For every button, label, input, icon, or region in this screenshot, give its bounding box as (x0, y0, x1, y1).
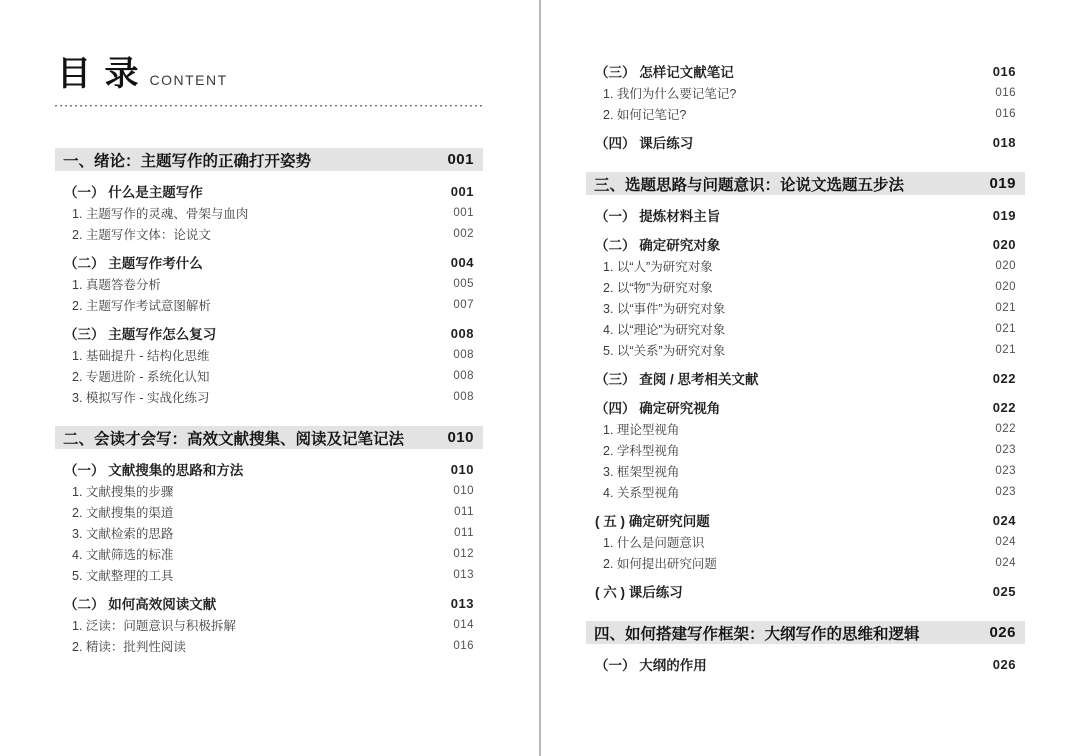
toc-entry-title: （四） 课后练习 (595, 136, 694, 151)
toc-section-row (55, 592, 483, 614)
toc-item-row (55, 294, 483, 315)
toc-entry-title: 三、选题思路与问题意识：论说文选题五步法 (594, 176, 905, 194)
toc-entry-title: （一） 什么是主题写作 (64, 185, 203, 200)
toc-entry-page-number: 010 (453, 484, 474, 497)
toc-entry-title: 2. 主题写作文体：论说文 (72, 227, 211, 242)
toc-entry-title: （三） 主题写作怎么复习 (64, 327, 217, 342)
page-title (55, 55, 483, 99)
toc-section-row (586, 131, 1025, 153)
toc-item-row (55, 522, 483, 543)
toc-entry-title: 2. 文献搜集的渠道 (72, 505, 174, 520)
toc-item-row (586, 339, 1025, 360)
toc-entry-page-number: 008 (450, 325, 474, 341)
toc-entry-title: （二） 确定研究对象 (595, 238, 721, 253)
toc-header (55, 55, 483, 107)
toc-entry-title: 4. 以“理论”为研究对象 (603, 322, 726, 337)
toc-entry-page-number: 008 (453, 369, 474, 382)
toc-entry-title: ( 五 ) 确定研究问题 (595, 514, 710, 529)
toc-item-row (586, 255, 1025, 276)
toc-item-row (55, 223, 483, 244)
toc-section-row (55, 180, 483, 202)
toc-entry-title: 一、绪论：主题写作的正确打开姿势 (63, 152, 312, 170)
toc-entry-page-number: 014 (453, 618, 474, 631)
toc-entry-title: 2. 以“物”为研究对象 (603, 280, 713, 295)
toc-entry-page-number: 021 (995, 343, 1016, 356)
toc-item-row (586, 276, 1025, 297)
toc-entry-page-number: 024 (995, 535, 1016, 548)
toc-title-english: CONTENT (149, 72, 228, 88)
toc-entry-title: 1. 理论型视角 (603, 422, 680, 437)
toc-entries-left (55, 148, 483, 656)
toc-section-row (586, 653, 1025, 675)
toc-entry-title: ( 六 ) 课后练习 (595, 585, 683, 600)
toc-section-row (55, 322, 483, 344)
toc-entry-page-number: 001 (450, 183, 474, 199)
toc-item-row (55, 501, 483, 522)
toc-entry-title: 3. 文献检索的思路 (72, 526, 174, 541)
toc-entry-page-number: 022 (992, 370, 1016, 386)
toc-entry-title: 2. 学科型视角 (603, 443, 680, 458)
toc-entry-page-number: 010 (447, 429, 474, 446)
toc-entries-right (586, 60, 1025, 675)
toc-section-row (586, 204, 1025, 226)
toc-section-row (586, 367, 1025, 389)
toc-entry-title: 1. 我们为什么要记笔记? (603, 86, 737, 101)
toc-entry-title: （三） 怎样记文献笔记 (595, 65, 734, 80)
toc-item-row (586, 297, 1025, 318)
toc-chapter-row (55, 426, 483, 449)
toc-entry-title: （一） 提炼材料主旨 (595, 209, 721, 224)
toc-entry-title: 3. 以“事件”为研究对象 (603, 301, 726, 316)
toc-item-row (55, 564, 483, 585)
toc-entry-title: 1. 泛读：问题意识与积极拆解 (72, 618, 236, 633)
toc-entry-page-number: 008 (453, 390, 474, 403)
toc-entry-page-number: 020 (992, 236, 1016, 252)
toc-entry-page-number: 007 (453, 298, 474, 311)
toc-entry-page-number: 021 (995, 301, 1016, 314)
toc-item-row (586, 318, 1025, 339)
toc-chapter-row (586, 172, 1025, 195)
toc-item-row (586, 460, 1025, 481)
toc-entry-page-number: 023 (995, 443, 1016, 456)
toc-section-row (55, 458, 483, 480)
toc-entry-title: 1. 真题答卷分析 (72, 277, 161, 292)
dotted-divider (55, 105, 483, 107)
toc-entry-title: 5. 文献整理的工具 (72, 568, 174, 583)
toc-item-row (55, 386, 483, 407)
toc-section-row (586, 509, 1025, 531)
toc-entry-title: 2. 如何记笔记? (603, 107, 687, 122)
toc-section-row (586, 396, 1025, 418)
toc-entry-page-number: 021 (995, 322, 1016, 335)
toc-item-row (55, 344, 483, 365)
toc-entry-title: 3. 框架型视角 (603, 464, 680, 479)
toc-entry-title: （一） 大纲的作用 (595, 658, 707, 673)
toc-entry-page-number: 013 (450, 595, 474, 611)
toc-entry-page-number: 001 (447, 151, 474, 168)
toc-entry-title: 1. 以“人”为研究对象 (603, 259, 713, 274)
toc-entry-page-number: 016 (995, 107, 1016, 120)
toc-entry-page-number: 024 (992, 512, 1016, 528)
toc-entry-page-number: 019 (992, 207, 1016, 223)
toc-entry-title: （四） 确定研究视角 (595, 401, 721, 416)
toc-item-row (586, 439, 1025, 460)
toc-entry-title: （二） 主题写作考什么 (64, 256, 203, 271)
toc-section-row (586, 60, 1025, 82)
toc-item-row (586, 103, 1025, 124)
toc-entry-title: 2. 精读：批判性阅读 (72, 639, 186, 654)
toc-entry-page-number: 022 (992, 399, 1016, 415)
toc-entry-page-number: 005 (453, 277, 474, 290)
toc-entry-page-number: 016 (453, 639, 474, 652)
toc-entry-page-number: 012 (453, 547, 474, 560)
toc-item-row (586, 552, 1025, 573)
toc-chapter-row (586, 621, 1025, 644)
toc-entry-page-number: 001 (453, 206, 474, 219)
toc-entry-page-number: 013 (453, 568, 474, 581)
toc-item-row (55, 614, 483, 635)
toc-left-column (55, 0, 483, 656)
toc-entry-title: （二） 如何高效阅读文献 (64, 597, 217, 612)
page-divider (539, 0, 541, 756)
toc-right-column (586, 0, 1025, 675)
toc-entry-page-number: 026 (989, 624, 1016, 641)
toc-section-row (586, 233, 1025, 255)
toc-entry-page-number: 018 (992, 134, 1016, 150)
toc-item-row (55, 480, 483, 501)
toc-entry-page-number: 020 (995, 259, 1016, 272)
toc-entry-page-number: 008 (453, 348, 474, 361)
toc-entry-title: 4. 文献筛选的标准 (72, 547, 174, 562)
toc-entry-title: 2. 如何提出研究问题 (603, 556, 717, 571)
toc-entry-title: 4. 关系型视角 (603, 485, 680, 500)
toc-entry-title: （三） 查阅 / 思考相关文献 (595, 372, 759, 387)
toc-section-row (586, 580, 1025, 602)
toc-entry-title: 1. 基础提升 - 结构化思维 (72, 348, 210, 363)
toc-entry-page-number: 011 (454, 526, 474, 539)
toc-item-row (55, 635, 483, 656)
toc-chapter-row (55, 148, 483, 171)
toc-entry-page-number: 023 (995, 485, 1016, 498)
toc-entry-page-number: 002 (453, 227, 474, 240)
toc-entry-page-number: 023 (995, 464, 1016, 477)
toc-entry-page-number: 019 (989, 175, 1016, 192)
toc-entry-page-number: 016 (992, 63, 1016, 79)
toc-item-row (586, 82, 1025, 103)
toc-entry-title: 1. 什么是问题意识 (603, 535, 705, 550)
toc-entry-page-number: 024 (995, 556, 1016, 569)
toc-section-row (55, 251, 483, 273)
toc-entry-title: 二、会读才会写：高效文献搜集、阅读及记笔记法 (63, 430, 405, 448)
toc-item-row (55, 365, 483, 386)
toc-entry-page-number: 010 (450, 461, 474, 477)
toc-entry-title: 1. 文献搜集的步骤 (72, 484, 174, 499)
toc-entry-title: 1. 主题写作的灵魂、骨架与血肉 (72, 206, 249, 221)
toc-entry-title: 3. 模拟写作 - 实战化练习 (72, 390, 210, 405)
toc-entry-page-number: 016 (995, 86, 1016, 99)
toc-entry-title: 2. 主题写作考试意图解析 (72, 298, 211, 313)
toc-item-row (55, 543, 483, 564)
toc-entry-title: （一） 文献搜集的思路和方法 (64, 463, 244, 478)
toc-entry-page-number: 020 (995, 280, 1016, 293)
toc-entry-page-number: 022 (995, 422, 1016, 435)
toc-entry-page-number: 026 (992, 656, 1016, 672)
toc-item-row (55, 202, 483, 223)
toc-entry-page-number: 004 (450, 254, 474, 270)
toc-entry-page-number: 025 (992, 583, 1016, 599)
toc-item-row (586, 531, 1025, 552)
toc-entry-title: 2. 专题进阶 - 系统化认知 (72, 369, 210, 384)
toc-entry-title: 四、如何搭建写作框架：大纲写作的思维和逻辑 (594, 625, 920, 643)
toc-title-chinese: 目 录 (57, 55, 141, 93)
toc-entry-title: 5. 以“关系”为研究对象 (603, 343, 726, 358)
toc-item-row (55, 273, 483, 294)
toc-entry-page-number: 011 (454, 505, 474, 518)
toc-item-row (586, 418, 1025, 439)
toc-item-row (586, 481, 1025, 502)
